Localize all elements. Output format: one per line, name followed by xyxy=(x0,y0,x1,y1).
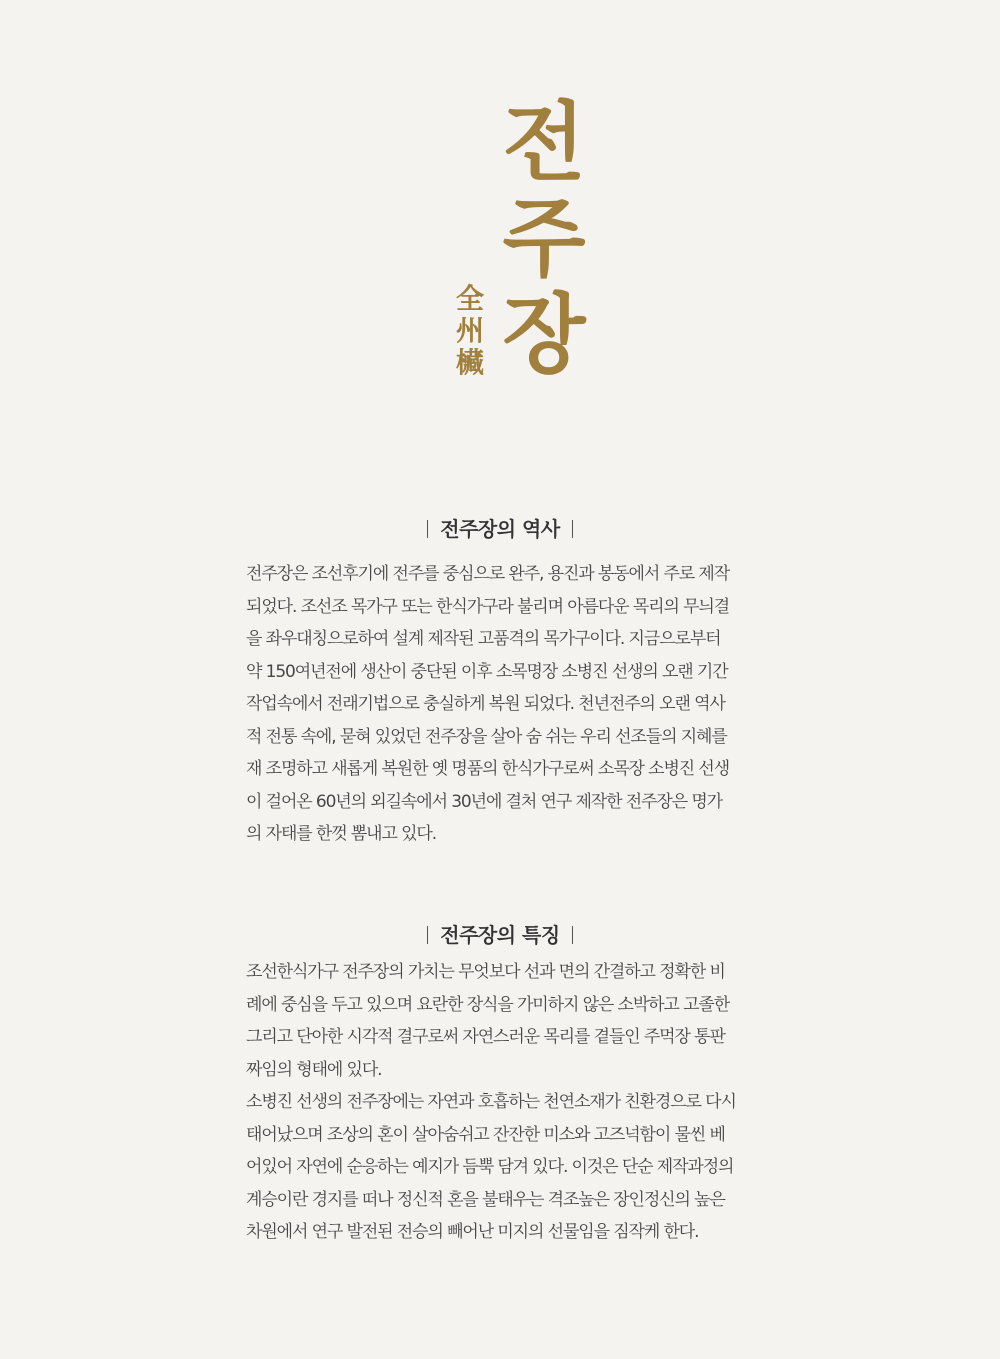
paragraph-line: 작업속에서 전래기법으로 충실하게 복원 되었다. 천년전주의 오랜 역사 xyxy=(246,694,725,714)
paragraph-line: 례에 중심을 두고 있으며 요란한 장식을 가미하지 않은 소박하고 고졸한 xyxy=(246,994,730,1015)
paragraph-line: 차원에서 연구 발전된 전승의 빼어난 미지의 선물임을 짐작케 한다. xyxy=(246,1222,699,1242)
paragraph-line: 적 전통 속에, 묻혀 있었던 전주장을 살아 숨 쉬는 우리 선조들의 지혜를 xyxy=(246,726,727,747)
features-paragraph xyxy=(246,956,780,1249)
paragraph-line: 조선한식가구 전주장의 가치는 무엇보다 선과 면의 간결하고 정확한 비 xyxy=(246,962,725,982)
title-divider xyxy=(572,926,573,944)
paragraph-line: 어있어 자연에 순응하는 예지가 듬뿍 담겨 있다. 이것은 단순 제작과정의 xyxy=(246,1157,734,1177)
history-paragraph xyxy=(246,558,780,851)
paragraph-line: 태어났으며 조상의 혼이 살아숨쉬고 잔잔한 미소와 고즈넉함이 물씬 베 xyxy=(246,1124,725,1145)
paragraph-line: 소병진 선생의 전주장에는 자연과 호흡하는 천연소재가 친환경으로 다시 xyxy=(246,1092,736,1112)
title-divider xyxy=(427,520,428,538)
paragraph-line: 그리고 단아한 시각적 결구로써 자연스러운 목리를 곁들인 주먹장 통판 xyxy=(246,1027,725,1047)
logo-hanja-char: 全 xyxy=(455,282,484,315)
logo-hanja-char: 欌 xyxy=(455,346,484,379)
brand-logo xyxy=(440,92,600,395)
paragraph-line: 계승이란 경지를 떠나 정신적 혼을 불태우는 격조높은 장인정신의 높은 xyxy=(246,1189,725,1210)
title-divider xyxy=(427,926,428,944)
logo-char: 장 xyxy=(502,284,586,385)
features-section-title xyxy=(0,919,1000,948)
paragraph-line: 짜임의 형태에 있다. xyxy=(246,1059,382,1080)
title-divider xyxy=(572,520,573,538)
history-section-title xyxy=(0,513,1000,542)
paragraph-line: 이 걸어온 60년의 외길속에서 30년에 결처 연구 제작한 전주장은 명가 xyxy=(246,791,722,812)
paragraph-line: 의 자태를 한껏 뽐내고 있다. xyxy=(246,824,437,844)
features-title-text: 전주장의 특징 xyxy=(440,923,560,947)
logo-hanja-text xyxy=(452,283,488,379)
logo-hanja-char: 州 xyxy=(455,314,484,347)
logo-char: 주 xyxy=(502,188,586,289)
logo-main-text xyxy=(498,92,590,385)
paragraph-line: 재 조명하고 새롭게 복원한 옛 명품의 한식가구로써 소목장 소병진 선생 xyxy=(246,759,730,779)
history-title-text: 전주장의 역사 xyxy=(440,517,560,541)
paragraph-line: 되었다. 조선조 목가구 또는 한식가구라 불리며 아름다운 목리의 무늬결 xyxy=(246,596,730,617)
paragraph-line: 전주장은 조선후기에 전주를 중심으로 완주, 용진과 봉동에서 주로 제작 xyxy=(246,564,730,584)
paragraph-line: 약 150여년전에 생산이 중단된 이후 소목명장 소병진 선생의 오랜 기간 xyxy=(246,661,728,682)
paragraph-line: 을 좌우대칭으로하여 설계 제작된 고품격의 목가구이다. 지금으로부터 xyxy=(246,629,721,649)
logo-char: 전 xyxy=(502,92,586,193)
